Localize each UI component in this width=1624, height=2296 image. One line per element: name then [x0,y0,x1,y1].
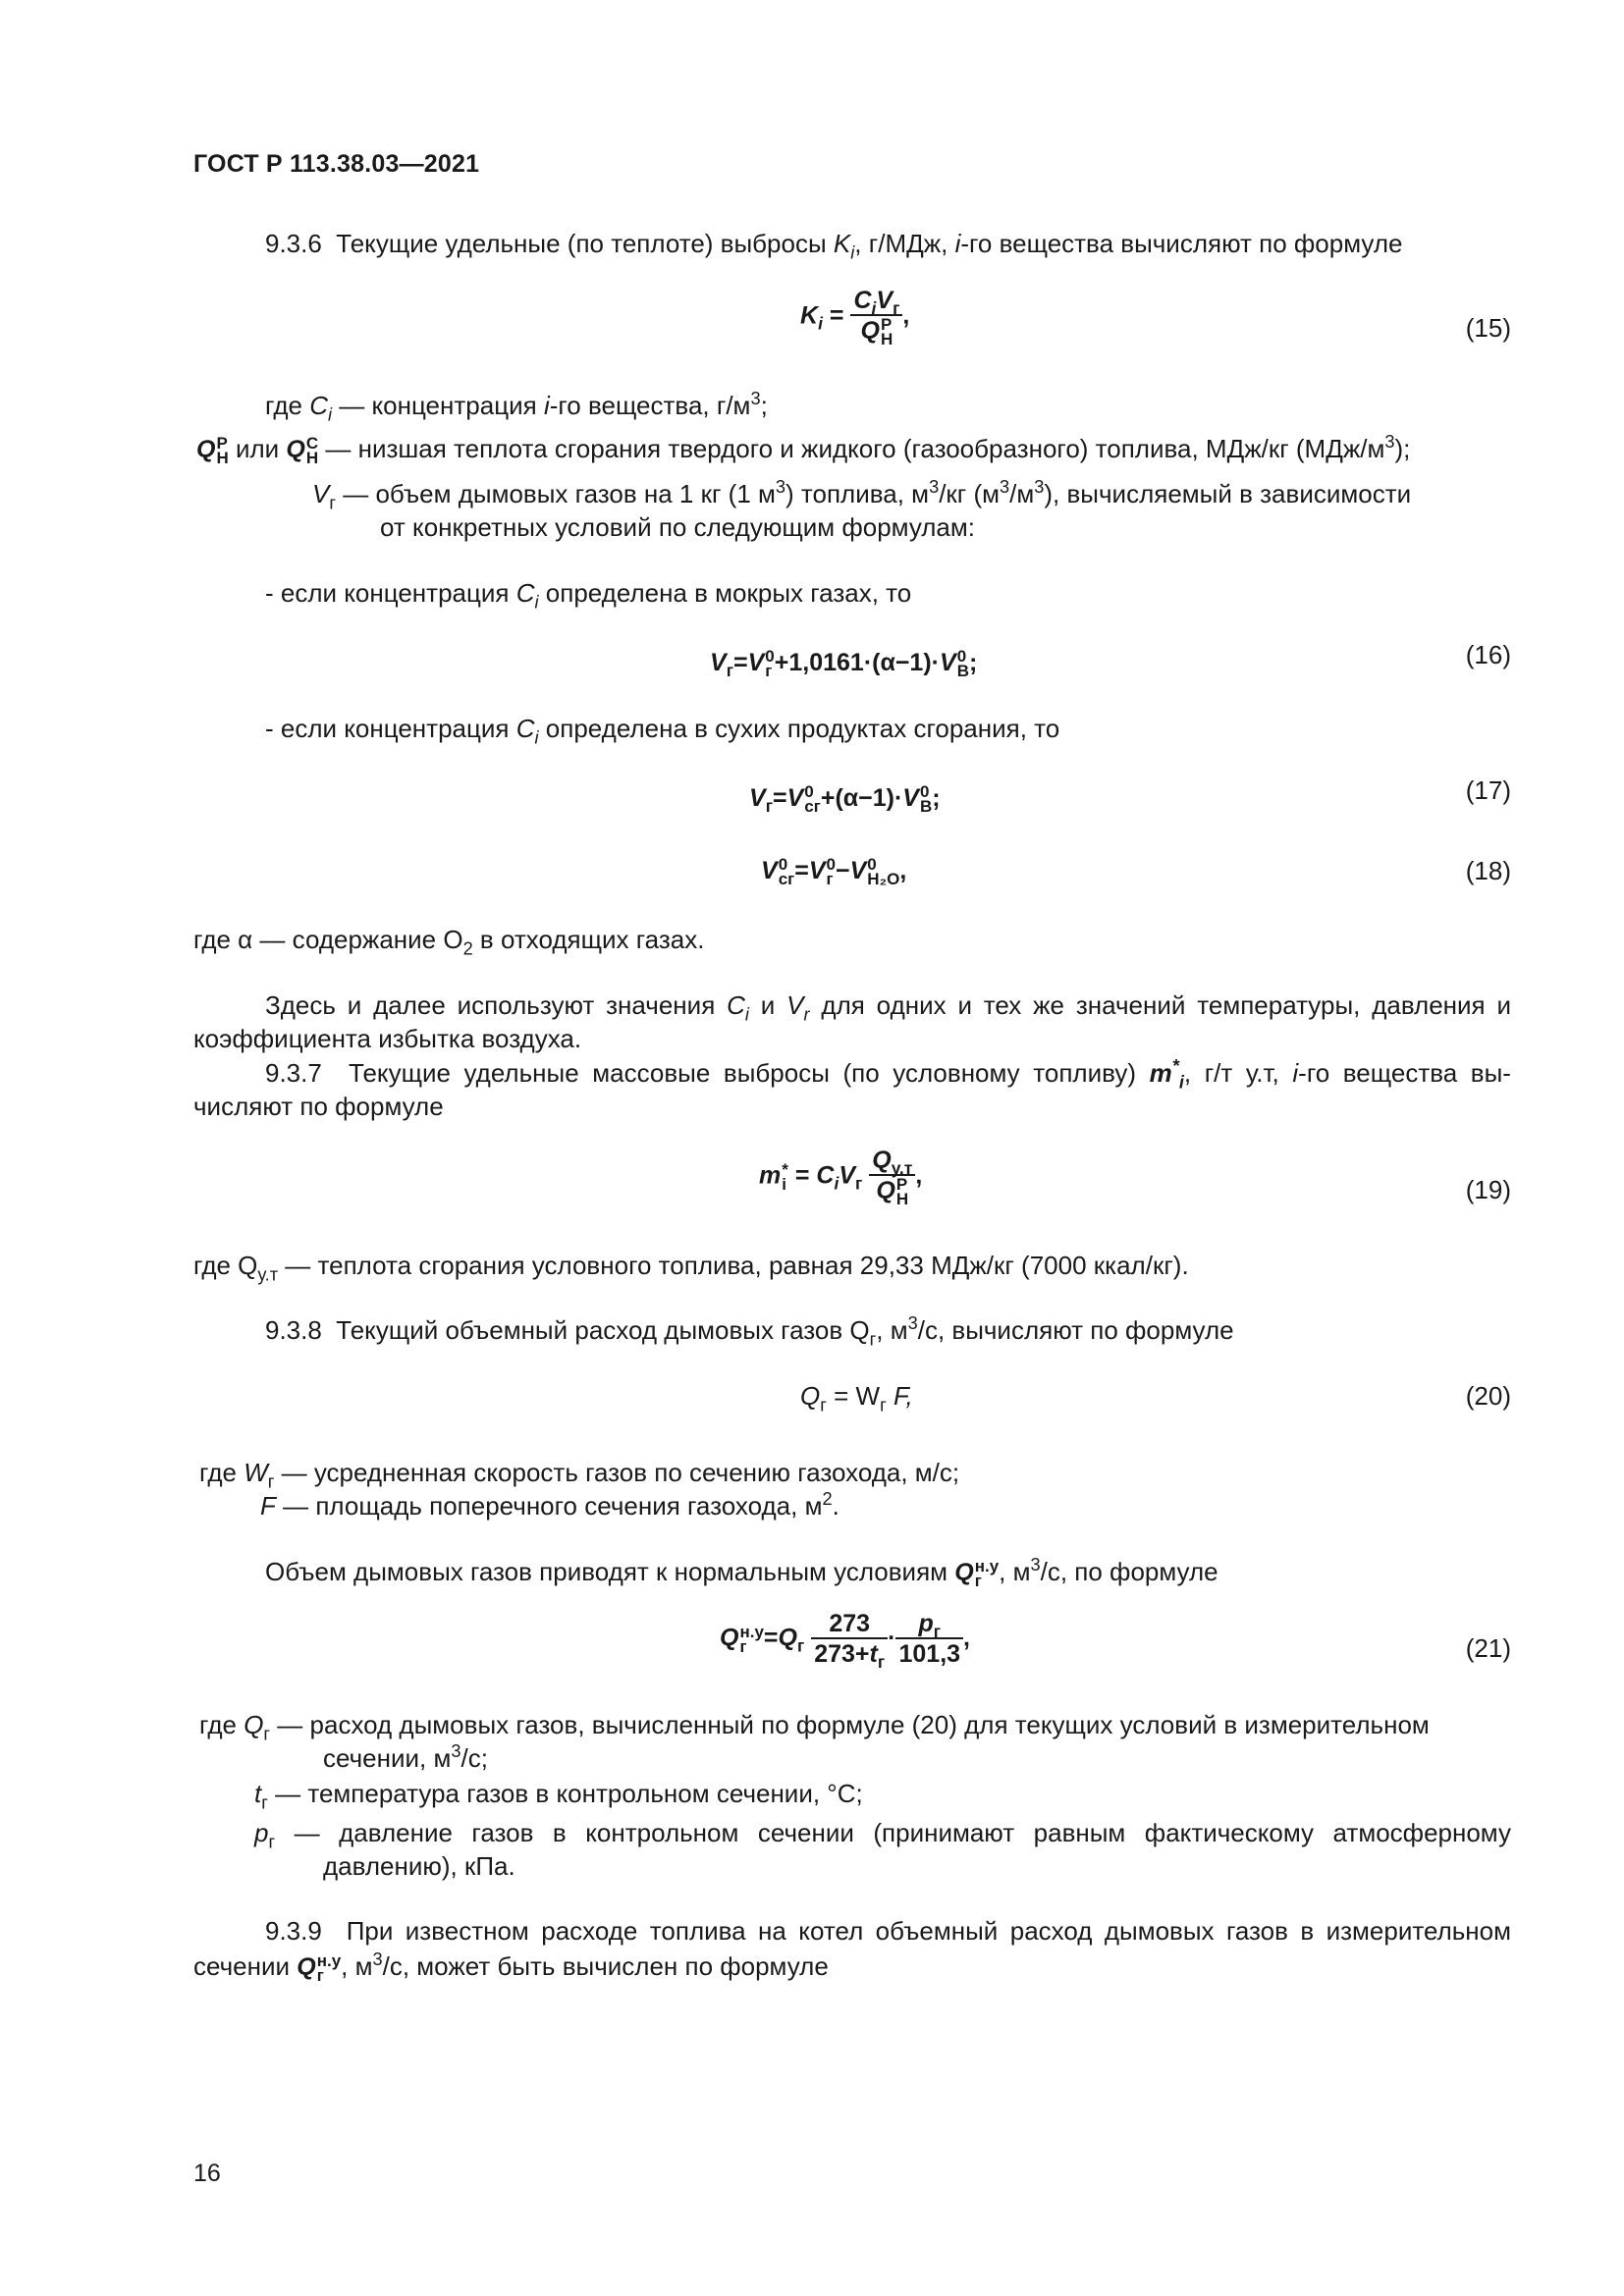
formula-15: $K_i$ = $C_iV_г$ Q P H , [800,287,910,349]
definition-p-cont: давлению), кПа. [323,1851,515,1881]
paragraph-9-3-9-cont: сечении Q н.у г , $м^3/с$, может быть вычислен по формуле [193,1949,829,1986]
equation-number-21: (21) [1465,1633,1511,1663]
paragraph-normal-conditions: Объем дымовых газов приводят к нормальным условиям Q н.у г , $м^3/с$, по формуле [265,1555,1218,1591]
definition-alpha: где α — содержание $O_2$ в отходящих газах. [193,925,705,959]
paragraph-9-3-6: 9.3.6 Текущие удельные (по теплоте) выбросы $K_i$, г/МДж, i-го вещества вычисляют по формуле [265,229,1403,263]
formula-18: V 0 сг =V 0 г −V 0 H₂O , [761,855,907,889]
paragraph-9-3-7: 9.3.7 Текущие удельные массовые выбросы (по условному топливу) $m^*_i$, г/т у.т, i-го вещества вы- [265,1056,1511,1093]
definition-F: F — площадь поперечного сечения газохода, $м^2$. [260,1489,839,1521]
formula-16: $V_г=V$ 0 г +1,0161·(α−1)·V 0 B ; [710,647,978,681]
equation-number-16: (16) [1465,640,1511,669]
definition-W: где $W_г$ — усредненная скорость газов по сечению газохода, м/с; [199,1458,960,1492]
formula-19: m * i = $C_iV_г$ $Q_{у.т}$ Q P H , [759,1147,923,1209]
definition-Qg-cont: сечении, $м^3/с$; [323,1741,488,1773]
paragraph-here: Здесь и далее используют значения $C_i$ и $V_r$ для одних и тех же значений температуры, давления и [265,990,1511,1025]
paragraph-9-3-7-cont: числяют по формуле [193,1092,444,1121]
definition-Qut: где $Q_{у.т}$ — теплота сгорания условного топлива, равная 29,33 МДж/кг (7000 ккал/кг). [193,1251,1189,1285]
equation-number-15: (15) [1465,313,1511,343]
equation-number-18: (18) [1465,856,1511,885]
formula-17: $V_г=V$ 0 сг +(α−1)·V 0 B ; [749,782,941,817]
formula-20: $Q_г = W_г$ F, [800,1381,913,1415]
section-number: 9.3.6 [265,229,322,258]
paragraph-9-3-9: 9.3.9 При известном расходе топлива на котел объемный расход дымовых газов в измерительном [265,1916,1511,1946]
definition-Qg: где $Q_г$ — расход дымовых газов, вычисленный по формуле (20) для текущих условий в измерительном [199,1710,1430,1744]
standard-header: ГОСТ Р 113.38.03—2021 [193,150,480,178]
definition-Ci: где $C_i$ — концентрация i-го вещества, $г/м^3$; [265,389,768,425]
definition-V-cont: от конкретных условий по следующим формулам: [380,512,975,542]
formula-21: Q н.у г $=Q_г$ 273 $273+t_г$ · $p_г$ 101,3 , [720,1610,970,1673]
paragraph-9-3-8: 9.3.8 Текущий объемный расход дымовых газов $Q_г$, $м^3/с$, вычисляют по формуле [265,1313,1234,1350]
equation-number-19: (19) [1465,1175,1511,1204]
condition-wet: - если концентрация $C_i$ определена в мокрых газах, то [265,578,912,613]
definition-V: $V_г$ — объем дымовых газов на 1 кг (1 $м^3$) топлива, $м^3/кг$ $(м^3/м^3)$, вычисляемый в зависимости [312,477,1412,513]
definition-Q: Q P H или Q C H — низшая теплота сгорания твердого и жидкого (газообразного) топлива, МДж/кг $(МДж/м^3)$; [196,432,1411,468]
definition-t: $t_г$ — температура газов в контрольном сечении, °C; [254,1779,863,1813]
equation-number-17: (17) [1465,775,1511,805]
condition-dry: - если концентрация $C_i$ определена в сухих продуктах сгорания, то [265,714,1060,748]
definition-p: $p_г$ — давление газов в контрольном сечении (принимают равным фактическому атмосферному [254,1818,1511,1852]
paragraph-here-cont: коэффициента избытка воздуха. [193,1024,582,1053]
equation-number-20: (20) [1465,1381,1511,1411]
page-number: 16 [193,2160,221,2187]
